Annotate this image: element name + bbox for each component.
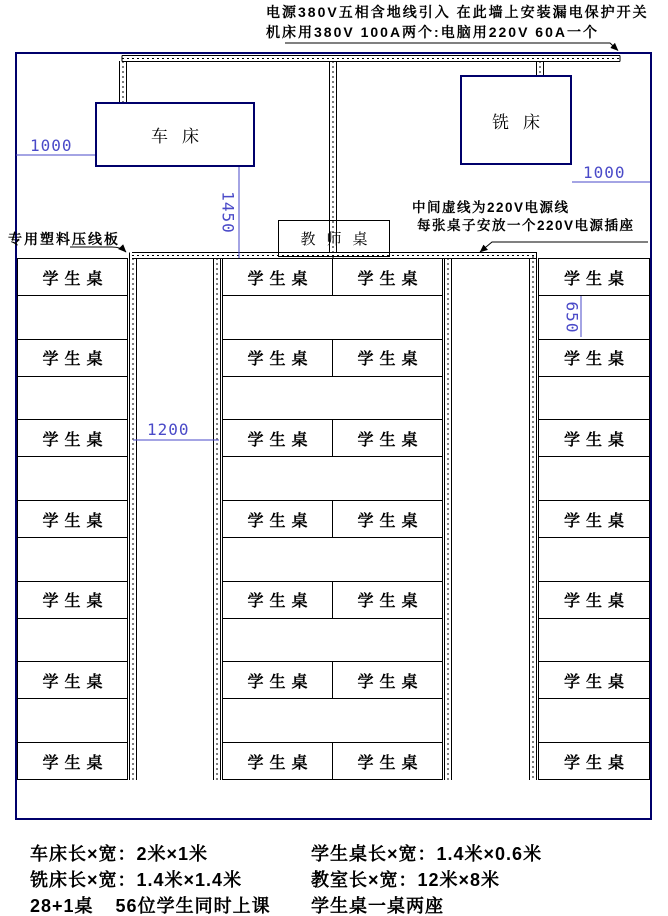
student-desk (222, 339, 333, 377)
student-desk-label: 学生桌 (42, 673, 109, 691)
student-desk-label: 学生桌 (247, 512, 314, 530)
teacher-desk (278, 220, 390, 257)
seat-gap (17, 376, 128, 421)
seat-gap (538, 618, 650, 663)
student-desk-label: 学生桌 (42, 754, 109, 772)
student-desk (538, 500, 650, 538)
student-desk (222, 581, 333, 619)
student-desk (332, 258, 443, 296)
outlet-note-line1: 中间虚线为220V电源线 (412, 200, 570, 215)
student-desk (222, 742, 333, 780)
desk-pair-row (222, 419, 443, 457)
student-desk (332, 419, 443, 457)
desk-column-left (17, 258, 128, 780)
student-desk-label: 学生桌 (563, 351, 630, 369)
student-desk (17, 500, 128, 538)
seat-gap (222, 618, 443, 663)
student-desk (538, 258, 650, 296)
power-supply-note-line1: 电源380V五相含地线引入 在此墙上安装漏电保护开关 (266, 4, 649, 20)
student-desk-label: 学生桌 (563, 593, 630, 611)
mill-box (460, 75, 572, 165)
legend-classroom-size: 教室长×宽：12米×8米 (311, 870, 501, 890)
student-desk-label: 学生桌 (563, 673, 630, 691)
legend-mill-size: 铣床长×宽：1.4米×1.4米 (30, 870, 243, 890)
student-desk (222, 661, 333, 699)
seat-gap (222, 295, 443, 340)
power-supply-note-line2: 机床用380V 100A两个:电脑用220V 60A一个 (266, 24, 599, 40)
desk-pair-row (222, 661, 443, 699)
student-desk-label: 学生桌 (247, 593, 314, 611)
seat-gap (538, 376, 650, 421)
student-desk (17, 742, 128, 780)
student-desk (332, 339, 443, 377)
dim-lathe-offset: 1000 (30, 136, 73, 155)
lathe-box (95, 102, 255, 167)
student-desk (332, 500, 443, 538)
student-desk-label: 学生桌 (357, 270, 424, 288)
student-desk-label: 学生桌 (357, 673, 424, 691)
student-desk (332, 661, 443, 699)
legend-student-desk-size: 学生桌长×宽：1.4米×0.6米 (311, 844, 543, 864)
legend-row (30, 892, 660, 916)
student-desk (17, 581, 128, 619)
student-desk-label: 学生桌 (247, 351, 314, 369)
seat-gap (222, 456, 443, 501)
seat-gap (17, 295, 128, 340)
feeder-duct-mid-left (214, 258, 221, 780)
student-desk (538, 661, 650, 699)
dim-mill-offset: 1000 (583, 163, 626, 182)
top-wall-conduit (122, 56, 620, 62)
dim-row-spacing: 650 (562, 301, 582, 334)
student-desk (17, 339, 128, 377)
lathe-label: 车床 (151, 127, 213, 146)
legend-student-count: 56位学生同时上课 (115, 896, 271, 916)
seat-gap (222, 698, 443, 743)
student-desk-label: 学生桌 (357, 351, 424, 369)
mill-conduit-drop (537, 61, 544, 75)
seat-gap (222, 537, 443, 582)
student-desk-label: 学生桌 (357, 754, 424, 772)
seat-gap (222, 376, 443, 421)
student-desk (222, 500, 333, 538)
student-desk-label: 学生桌 (563, 754, 630, 772)
student-desk-label: 学生桌 (247, 754, 314, 772)
desk-pair-row (222, 339, 443, 377)
desk-pair-row (222, 258, 443, 296)
student-desk (538, 742, 650, 780)
outlet-note (412, 199, 635, 235)
student-desk (332, 742, 443, 780)
desk-column-right (538, 258, 650, 780)
student-desk (17, 258, 128, 296)
seat-gap (17, 698, 128, 743)
student-desk-label: 学生桌 (42, 512, 109, 530)
student-desk-label: 学生桌 (563, 431, 630, 449)
power-supply-note (266, 2, 649, 42)
student-desk (332, 581, 443, 619)
student-desk (222, 419, 333, 457)
student-desk-label: 学生桌 (42, 351, 109, 369)
student-desk (538, 339, 650, 377)
wire-duct-label: 专用塑料压线板 (8, 231, 120, 247)
seat-gap (538, 698, 650, 743)
seat-gap (17, 456, 128, 501)
student-desk (538, 581, 650, 619)
legend-desk-total: 28+1桌 (30, 896, 94, 916)
student-desk-label: 学生桌 (42, 431, 109, 449)
student-desk-label: 学生桌 (563, 512, 630, 530)
legend (30, 840, 660, 916)
legend-lathe-size: 车床长×宽：2米×1米 (30, 844, 209, 864)
student-desk (222, 258, 333, 296)
student-desk-label: 学生桌 (563, 270, 630, 288)
desk-pair-row (222, 581, 443, 619)
student-desk-label: 学生桌 (42, 593, 109, 611)
lathe-conduit-drop (120, 61, 127, 102)
legend-row (30, 840, 660, 866)
outlet-note-arrow (480, 242, 648, 252)
desk-pair-row (222, 742, 443, 780)
student-desk-label: 学生桌 (357, 431, 424, 449)
student-desk-label: 学生桌 (42, 270, 109, 288)
seat-gap (538, 295, 650, 340)
seat-gap (538, 456, 650, 501)
seat-gap (17, 618, 128, 663)
student-desk-label: 学生桌 (247, 673, 314, 691)
student-desk (17, 419, 128, 457)
dim-aisle-width: 1200 (147, 420, 190, 439)
student-desk (538, 419, 650, 457)
seat-gap (538, 537, 650, 582)
power-inlet-arrow (285, 43, 618, 51)
desk-column-middle (222, 258, 443, 780)
seat-gap (17, 537, 128, 582)
legend-seats-per-desk: 学生桌一桌两座 (311, 896, 444, 916)
mill-label: 铣床 (492, 112, 554, 132)
student-desk-label: 学生桌 (357, 512, 424, 530)
student-desk-label: 学生桌 (247, 431, 314, 449)
feeder-duct-mid-right (445, 258, 452, 780)
outlet-note-line2: 每张桌子安放一个220V电源插座 (417, 218, 635, 233)
teacher-desk-label: 教师桌 (300, 231, 379, 248)
student-desk (17, 661, 128, 699)
feeder-duct-right (530, 253, 537, 781)
feeder-duct-left (130, 253, 137, 781)
dim-lathe-to-desks: 1450 (218, 191, 238, 234)
student-desk-label: 学生桌 (247, 270, 314, 288)
legend-row (30, 866, 660, 892)
legend-desk-count (30, 892, 311, 916)
desk-pair-row (222, 500, 443, 538)
student-desk-label: 学生桌 (357, 593, 424, 611)
